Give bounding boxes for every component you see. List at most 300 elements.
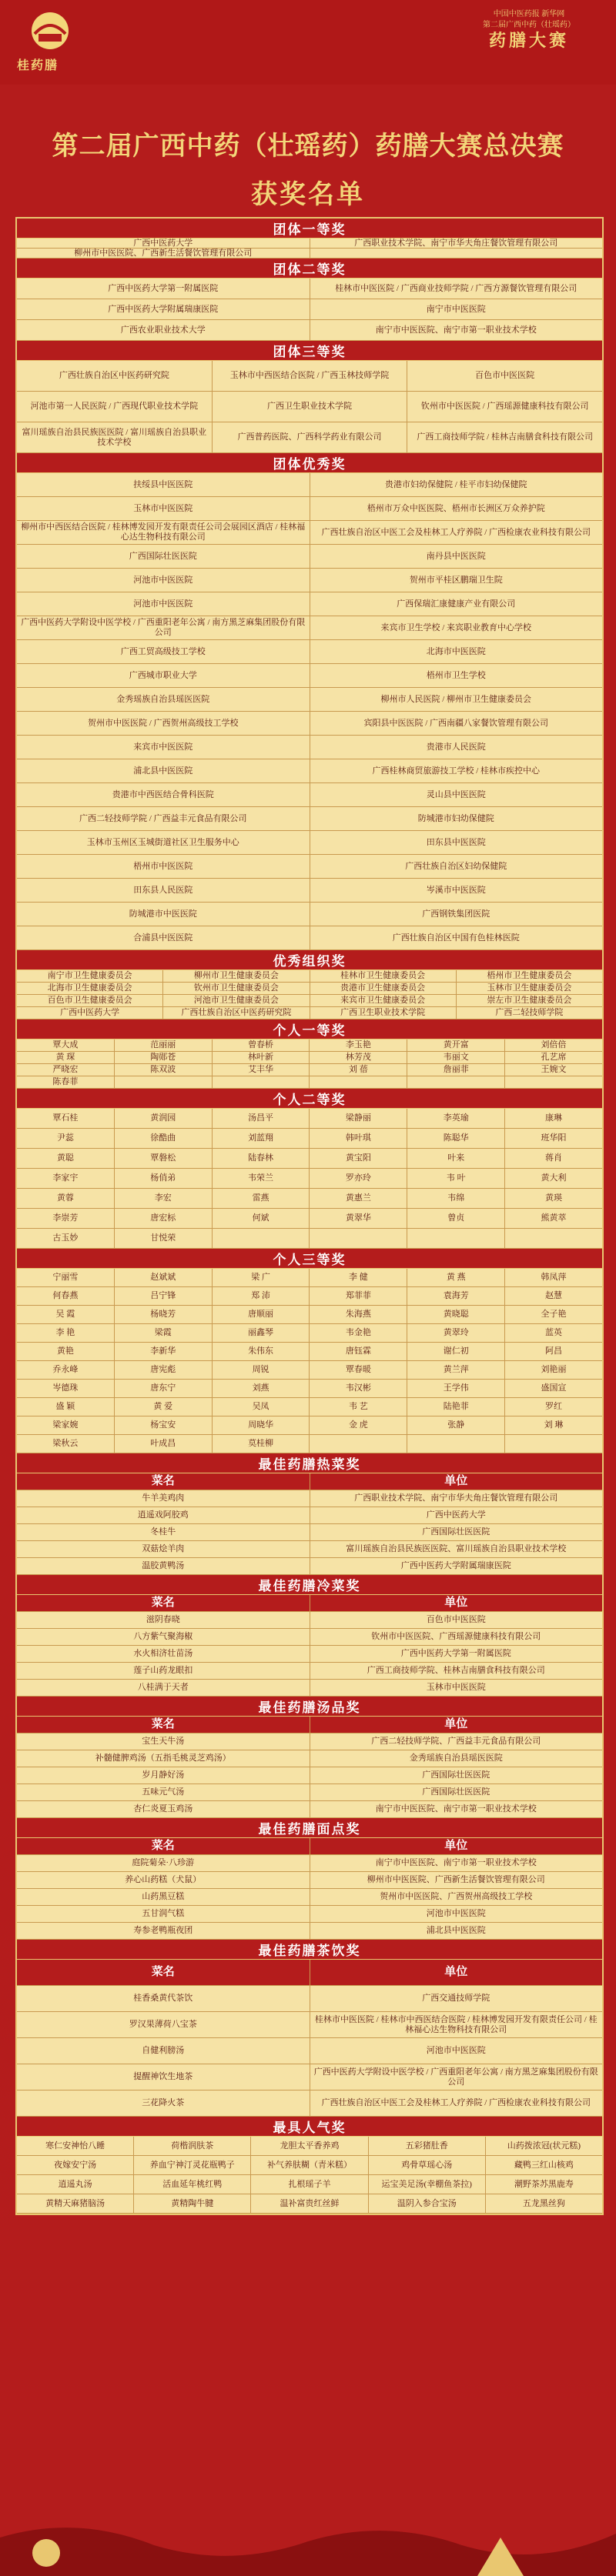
table-row — [17, 1612, 602, 1629]
award-section — [17, 453, 602, 950]
table-row — [17, 2064, 602, 2090]
award-cell: 南宁市卫生健康委员会 — [17, 970, 163, 982]
award-cell: 钦州市卫生健康委员会 — [163, 983, 310, 994]
award-cell: 何斌 — [213, 1209, 310, 1228]
award-cell: 韦汉彬 — [310, 1380, 407, 1397]
award-cell: 广西壮族自治区妇幼保健院 — [405, 861, 507, 871]
award-cell: 五龙黑丝狗 — [522, 2198, 565, 2208]
award-cell: 防城港市中医医院 — [17, 903, 310, 926]
award-cell — [310, 1435, 407, 1453]
column-header: 菜名 — [17, 1473, 310, 1490]
award-cell: 桂林市中医医院 / 广西商业技师学院 / 广西方源餐饮管理有限公司 — [335, 283, 578, 293]
table-row — [17, 1541, 602, 1558]
award-cell: 刘倍倍 — [541, 1040, 567, 1049]
award-cell: 河池市中医医院 — [426, 2046, 486, 2055]
award-cell: 龙胆太平香养鸡 — [251, 2137, 368, 2155]
award-cell: 黄艳 — [17, 1343, 115, 1360]
award-section — [17, 1453, 602, 1575]
award-cell — [407, 1435, 505, 1453]
column-header: 单位 — [310, 1960, 603, 1985]
column-header: 菜名 — [17, 1960, 310, 1985]
award-cell — [407, 1229, 505, 1248]
award-cell: 古玉妙 — [17, 1229, 115, 1248]
award-section — [17, 2117, 602, 2214]
table-row — [17, 1733, 602, 1750]
award-cell: 全子艳 — [541, 1310, 567, 1319]
table-row — [17, 1209, 602, 1229]
award-cell: 广西中医药大学附设中医学校 / 广西重阳老年公寓 / 南方黑芝麻集团股份有限公司 — [313, 2067, 598, 2087]
award-cell: 桂林市中医医院 / 桂林市中西医结合医院 / 桂林博发园开发有限责任公司 / 桂林福心达生物科技有限公司 — [314, 2014, 598, 2034]
award-cell: 雷燕 — [213, 1189, 310, 1208]
award-cell: 百色市卫生健康委员会 — [17, 995, 163, 1006]
table-row — [17, 1923, 602, 1940]
table-row — [17, 1855, 602, 1872]
award-cell: 梁家婉 — [17, 1416, 115, 1434]
award-cell: 赵斌斌 — [115, 1269, 213, 1286]
award-cell: 五彩猪肚香 — [369, 2137, 486, 2155]
award-cell: 莲子山药龙眼扣 — [17, 1663, 310, 1679]
award-cell: 郑菲菲 — [310, 1287, 407, 1305]
section-title: 最具人气奖 — [17, 2117, 602, 2137]
award-cell: 李崇芳 — [17, 1209, 115, 1228]
award-cell: 谢仁初 — [407, 1343, 505, 1360]
award-cell: 河池市卫生健康委员会 — [163, 995, 310, 1006]
award-cell: 玉林市卫生健康委员会 — [487, 983, 572, 993]
award-cell: 广西交通技师学院 — [422, 1994, 490, 2003]
award-cell: 王婉文 — [541, 1065, 567, 1074]
table-row — [17, 879, 602, 903]
award-cell: 严晓宏 — [17, 1064, 115, 1076]
award-cell: 熊黄萃 — [541, 1213, 567, 1223]
award-cell: 叶来 — [407, 1149, 505, 1168]
award-cell: 岑德珠 — [17, 1380, 115, 1397]
award-cell: 山药拨浓冠(状元糕) — [507, 2141, 581, 2151]
award-cell: 吕宁锋 — [115, 1287, 213, 1305]
table-row — [17, 2012, 602, 2038]
table-row — [17, 970, 602, 983]
award-cell: 刘艳丽 — [541, 1365, 567, 1374]
table-row — [17, 1324, 602, 1343]
table-row — [17, 1189, 602, 1209]
award-cell: 广西工商技师学院 / 桂林吉南膳食科技有限公司 — [417, 432, 593, 442]
award-cell: 梧州市卫生健康委员会 — [487, 971, 572, 980]
award-cell: 广西中医药大学 — [17, 239, 310, 248]
table-row — [17, 1361, 602, 1380]
award-cell: 贵港市卫生健康委员会 — [310, 983, 457, 994]
award-cell: 唐东宁 — [115, 1380, 213, 1397]
award-cell: 防城港市妇幼保健院 — [417, 813, 494, 823]
award-cell: 袁海芳 — [407, 1287, 505, 1305]
table-row — [17, 664, 602, 688]
award-cell: 富川瑶族自治县民族医医院 / 富川瑶族自治县职业技术学校 — [17, 422, 213, 452]
award-section — [17, 219, 602, 259]
award-cell: 刘蓝翔 — [213, 1129, 310, 1148]
award-section — [17, 1089, 602, 1249]
award-cell: 阿昌 — [545, 1346, 563, 1356]
award-cell: 宁丽雪 — [17, 1269, 115, 1286]
table-row — [17, 1052, 602, 1064]
award-cell: 覃大成 — [17, 1039, 115, 1051]
logo-text: 桂药膳 — [17, 59, 59, 72]
table-row — [17, 1435, 602, 1453]
award-cell: 杨俏弟 — [115, 1169, 213, 1188]
award-cell: 朱伟东 — [213, 1343, 310, 1360]
award-cell: 广西钢铁集团医院 — [422, 909, 490, 919]
award-cell: 宝生天牛汤 — [17, 1733, 310, 1750]
award-section — [17, 1575, 602, 1697]
award-cell: 李玉艳 — [310, 1039, 407, 1051]
table-row — [17, 2156, 602, 2175]
award-cell: 广西中医药大学附属瑞康医院 — [400, 1561, 511, 1570]
table-header-row — [17, 1717, 602, 1733]
award-cell: 汤昌平 — [213, 1109, 310, 1128]
award-cell: 河池市中医医院 — [426, 1909, 486, 1918]
award-cell: 梁秋云 — [17, 1435, 115, 1453]
column-header: 单位 — [310, 1717, 603, 1733]
award-cell: 黄聪 — [17, 1149, 115, 1168]
award-cell: 寿参老鸭瓶夜团 — [17, 1923, 310, 1939]
award-cell: 何春燕 — [17, 1287, 115, 1305]
award-cell: 梁霞 — [115, 1324, 213, 1342]
table-row — [17, 1889, 602, 1906]
award-cell: 扶绥县中医医院 — [17, 473, 310, 496]
table-row — [17, 783, 602, 807]
table-row — [17, 592, 602, 616]
award-cell: 黄精天麻猪脑汤 — [17, 2194, 134, 2213]
award-cell: 合浦县中医医院 — [17, 926, 310, 949]
award-cell: 自健利膀汤 — [17, 2038, 310, 2064]
section-title: 最佳药膳面点奖 — [17, 1818, 602, 1838]
award-cell: 鸡骨草瑶心汤 — [369, 2156, 486, 2174]
award-cell: 来宾市中医医院 — [17, 736, 310, 759]
table-row — [17, 1076, 602, 1089]
table-row — [17, 759, 602, 783]
award-cell: 广西二轻技师学院 / 广西益丰元食品有限公司 — [17, 807, 310, 830]
column-header: 菜名 — [17, 1717, 310, 1733]
section-title: 团体一等奖 — [17, 219, 602, 239]
award-cell: 刘 琳 — [544, 1420, 564, 1430]
table-row — [17, 736, 602, 759]
award-cell: 浦北县中医医院 — [426, 1926, 486, 1935]
award-cell: 广西壮族自治区中医工会及桂林工人疗养院 / 广西检康农业科技有限公司 — [321, 527, 591, 537]
award-cell: 玉林市中医医院 — [17, 497, 310, 520]
table-row — [17, 1269, 602, 1287]
award-cell: 李家宇 — [17, 1169, 115, 1188]
award-cell: 罗红 — [545, 1402, 563, 1411]
award-cell: 河池市第一人民医院 / 广西现代职业技术学院 — [17, 392, 213, 422]
event-badge — [464, 9, 594, 50]
award-cell: 莫桂柳 — [213, 1435, 310, 1453]
award-cell: 南宁市中医医院 — [426, 304, 486, 314]
award-cell: 桂林市卫生健康委员会 — [310, 970, 457, 982]
award-cell: 寒仁安神怡八睡 — [17, 2137, 134, 2155]
award-cell: 广西职业技术学院、南宁市华夫角庄餐饮管理有限公司 — [354, 1493, 558, 1503]
award-cell: 曾贞 — [407, 1209, 505, 1228]
award-cell: 黄瑛 — [545, 1193, 563, 1203]
award-cell: 南宁市中医医院、南宁市第一职业技术学校 — [375, 1858, 537, 1867]
award-cell: 广西壮族自治区中医工会及桂林工人疗养院 / 广西检康农业科技有限公司 — [321, 2098, 591, 2107]
award-cell: 灵山县中医医院 — [426, 789, 486, 799]
award-cell: 活血延年桃红鸭 — [134, 2175, 251, 2194]
award-cell — [310, 1229, 407, 1248]
table-row — [17, 903, 602, 926]
table-row — [17, 1490, 602, 1507]
table-row — [17, 2137, 602, 2156]
award-cell: 八桂满于天者 — [17, 1680, 310, 1696]
table-row — [17, 1507, 602, 1524]
award-cell: 陶郧苍 — [115, 1052, 213, 1063]
table-row — [17, 1801, 602, 1818]
award-cell: 来宾市卫生学校 / 来宾职业教育中心学校 — [380, 622, 532, 632]
award-cell: 贺州市中医医院 / 广西贺州高级技工学校 — [17, 712, 310, 735]
award-cell: 贵港市妇幼保健院 / 桂平市妇幼保健院 — [384, 479, 527, 489]
award-cell: 梁 广 — [213, 1269, 310, 1286]
award-cell: 田东县中医医院 — [426, 837, 486, 847]
award-cell: 崇左市卫生健康委员会 — [487, 996, 572, 1005]
award-cell: 吴 霞 — [17, 1306, 115, 1323]
award-cell: 康琳 — [545, 1113, 563, 1123]
award-cell: 李新华 — [115, 1343, 213, 1360]
award-cell: 潮野茶苏黑鹿寿 — [514, 2179, 574, 2189]
section-title: 最佳药膳热菜奖 — [17, 1453, 602, 1473]
table-row — [17, 1287, 602, 1306]
award-cell: 黄宝阳 — [310, 1149, 407, 1168]
table-row — [17, 1663, 602, 1680]
award-cell: 唐顺丽 — [213, 1306, 310, 1323]
table-row — [17, 1129, 602, 1149]
award-cell: 牛羊美鸡肉 — [17, 1490, 310, 1507]
table-row — [17, 1680, 602, 1697]
award-cell: 广西壮族自治区中医药研究院 — [17, 361, 213, 391]
badge-line2: 第二届广西中药（壮瑶药） — [483, 21, 575, 29]
award-cell: 唐钰霖 — [310, 1343, 407, 1360]
award-cell: 黄翠玲 — [407, 1324, 505, 1342]
award-cell: 盛国宣 — [541, 1383, 567, 1393]
award-cell: 柳州市中医医院、广西新生活餐饮管理有限公司 — [367, 1875, 545, 1884]
award-cell: 蓝英 — [545, 1328, 563, 1337]
award-cell: 提醒神饮生地茶 — [17, 2064, 310, 2090]
award-cell: 南丹县中医医院 — [426, 551, 486, 561]
award-cell: 韦 叶 — [407, 1169, 505, 1188]
award-cell: 李英瑜 — [407, 1109, 505, 1128]
award-cell: 陆春林 — [213, 1149, 310, 1168]
page-title: 第二届广西中药（壮瑶药）药膳大赛总决赛 — [52, 132, 564, 161]
award-cell: 覃磐松 — [115, 1149, 213, 1168]
award-cell: 广西卫生职业技术学院 — [310, 1007, 457, 1019]
award-cell: 李 艳 — [17, 1324, 115, 1342]
section-title: 个人二等奖 — [17, 1089, 602, 1109]
award-cell: 广西二轻技师学院、广西益丰元食品有限公司 — [371, 1737, 541, 1746]
table-row — [17, 983, 602, 995]
award-cell: 柳州市人民医院 / 柳州市卫生健康委员会 — [380, 694, 532, 704]
award-cell: 温阴入参合宝汤 — [369, 2194, 486, 2213]
award-section — [17, 1697, 602, 1818]
award-cell: 山药黑豆糕 — [17, 1889, 310, 1905]
award-cell: 詹丽菲 — [407, 1064, 505, 1076]
award-cell: 逍遥戏阿胶鸡 — [17, 1507, 310, 1523]
award-cell: 叶成昌 — [115, 1435, 213, 1453]
award-cell: 五味元气汤 — [17, 1784, 310, 1800]
column-header: 菜名 — [17, 1838, 310, 1854]
award-cell: 玉林市玉州区玉城街道社区卫生服务中心 — [17, 831, 310, 854]
award-cell: 丽鑫琴 — [213, 1324, 310, 1342]
table-header-row — [17, 1838, 602, 1855]
table-row — [17, 1524, 602, 1541]
award-cell: 滋阴春晓 — [17, 1612, 310, 1628]
table-row — [17, 1149, 602, 1169]
award-cell: 桂香桑黄代茶饮 — [17, 1986, 310, 2011]
award-cell — [407, 1076, 505, 1088]
award-cell: 王学伟 — [407, 1380, 505, 1397]
award-cell: 贵港市中西医结合骨科医院 — [17, 783, 310, 806]
award-cell: 金秀瑶族自治县瑶医医院 — [409, 1753, 503, 1763]
award-cell: 柳州市中医医院、广西新生活餐饮管理有限公司 — [17, 249, 310, 258]
award-cell: 岑溪市中医医院 — [426, 885, 486, 895]
award-cell: 北海市中医医院 — [426, 646, 486, 656]
table-row — [17, 926, 602, 950]
award-cell: 班华阳 — [541, 1133, 567, 1143]
column-header: 单位 — [310, 1473, 603, 1490]
award-cell: 范丽丽 — [115, 1039, 213, 1051]
award-cell: 韦 艺 — [310, 1398, 407, 1416]
award-cell — [213, 1229, 310, 1248]
award-cell: 补髓健脾鸡汤（五指毛桃灵芝鸡汤） — [17, 1750, 310, 1767]
award-cell: 运宝美足汤(幸棚鱼茶拉) — [369, 2175, 486, 2194]
award-cell: 赵慧 — [545, 1291, 563, 1300]
award-cell: 黄 琛 — [17, 1052, 115, 1063]
footer-decoration — [0, 2507, 616, 2576]
award-cell: 温胶黄鸭汤 — [17, 1558, 310, 1574]
award-cell: 广西桂林商贸旅游技工学校 / 桂林市疾控中心 — [372, 766, 541, 776]
table-row — [17, 361, 602, 392]
table-row — [17, 712, 602, 736]
section-title: 团体优秀奖 — [17, 453, 602, 473]
award-cell: 广西工贸高级技工学校 — [17, 640, 310, 663]
table-row — [17, 1629, 602, 1646]
table-row — [17, 995, 602, 1007]
award-cell: 广西中医药大学附设中医学校 / 广西重阳老年公寓 / 南方黑芝麻集团股份有限公司 — [17, 616, 310, 639]
section-title: 最佳药膳茶饮奖 — [17, 1940, 602, 1960]
award-cell: 南宁市中医医院、南宁市第一职业技术学校 — [375, 325, 537, 335]
table-row — [17, 1007, 602, 1019]
award-cell: 广西中医药大学附属瑞康医院 — [17, 299, 310, 319]
table-header-row — [17, 1960, 602, 1986]
award-cell: 罗汉果薄荷八宝茶 — [17, 2012, 310, 2037]
table-row — [17, 1750, 602, 1767]
section-title: 最佳药膳冷菜奖 — [17, 1575, 602, 1595]
award-cell: 钦州市中医医院、广西瑶源健康科技有限公司 — [371, 1632, 541, 1641]
award-cell: 八方紫气聚海椒 — [17, 1629, 310, 1645]
table-row — [17, 1109, 602, 1129]
column-header: 单位 — [310, 1838, 603, 1854]
award-cell: 梧州市中医医院 — [17, 855, 310, 878]
award-cell: 黄兰萍 — [407, 1361, 505, 1379]
award-cell: 甘悦荣 — [115, 1229, 213, 1248]
award-cell: 覃春暖 — [310, 1361, 407, 1379]
table-row — [17, 1380, 602, 1398]
table-row — [17, 1872, 602, 1889]
table-row — [17, 2090, 602, 2117]
award-cell: 浦北县中医医院 — [17, 759, 310, 782]
award-cell: 广西国际壮医医院 — [17, 545, 310, 568]
award-section — [17, 1019, 602, 1089]
table-row — [17, 1558, 602, 1575]
award-cell: 逍遥丸汤 — [17, 2175, 134, 2194]
award-cell: 双菇烩羊肉 — [17, 1541, 310, 1557]
award-cell: 广西中医药大学 — [426, 1510, 486, 1520]
award-cell: 贺州市平桂区鹏瑞卫生院 — [409, 575, 503, 585]
section-title: 团体三等奖 — [17, 341, 602, 361]
award-cell: 广西中医药大学第一附属医院 — [400, 1649, 511, 1658]
award-cell: 河池市中医医院 — [17, 592, 310, 616]
page-subtitle: 获奖名单 — [251, 181, 365, 209]
table-row — [17, 1767, 602, 1784]
award-cell: 广西国际壮医医院 — [422, 1787, 490, 1797]
table-row — [17, 279, 602, 299]
award-cell: 藏鸭三红山核鸡 — [514, 2160, 574, 2170]
table-header-row — [17, 1473, 602, 1490]
award-cell: 尹蕊 — [17, 1129, 115, 1148]
table-row — [17, 1306, 602, 1324]
award-cell: 百色市中医医院 — [426, 1615, 486, 1624]
table-row — [17, 249, 602, 259]
award-cell: 吴凤 — [213, 1398, 310, 1416]
logo-icon — [23, 9, 77, 55]
award-cell: 富川瑶族自治县民族医医院、富川瑶族自治县职业技术学校 — [346, 1544, 567, 1553]
table-row — [17, 1039, 602, 1052]
award-cell: 周锐 — [213, 1361, 310, 1379]
award-cell: 蒋肖 — [545, 1153, 563, 1163]
award-cell: 覃石桂 — [17, 1109, 115, 1128]
badge-line1: 中国中医药报 新华网 — [493, 10, 565, 18]
table-row — [17, 640, 602, 664]
award-cell: 唐宏标 — [115, 1209, 213, 1228]
award-cell: 艾丰华 — [213, 1064, 310, 1076]
table-row — [17, 1343, 602, 1361]
table-row — [17, 2038, 602, 2064]
award-cell — [505, 1076, 602, 1088]
award-cell: 贵港市人民医院 — [426, 742, 486, 752]
section-title: 个人三等奖 — [17, 1249, 602, 1269]
award-cell — [213, 1076, 310, 1088]
table-row — [17, 422, 602, 453]
award-cell: 林叶新 — [213, 1052, 310, 1063]
award-cell: 梧州市卫生学校 — [426, 670, 486, 680]
award-cell: 温补富贵红丝鲜 — [251, 2194, 368, 2213]
award-cell: 玉林市中西医结合医院 / 广西玉林技师学院 — [213, 361, 408, 391]
header-banner — [0, 0, 616, 85]
award-cell — [505, 1229, 602, 1248]
table-row — [17, 807, 602, 831]
table-row — [17, 831, 602, 855]
award-cell: 盛 颖 — [17, 1398, 115, 1416]
award-cell: 陈双波 — [115, 1064, 213, 1076]
award-cell: 朱海燕 — [310, 1306, 407, 1323]
table-row — [17, 616, 602, 640]
award-cell: 夜嫁安宁汤 — [17, 2156, 134, 2174]
award-cell: 补气养肤糊（青米糕） — [251, 2156, 368, 2174]
award-cell: 郑 沛 — [213, 1287, 310, 1305]
award-cell: 北海市卫生健康委员会 — [17, 983, 163, 994]
award-board — [15, 217, 604, 2215]
table-row — [17, 1646, 602, 1663]
award-section — [17, 259, 602, 341]
table-row — [17, 497, 602, 521]
table-row — [17, 2175, 602, 2194]
award-section — [17, 950, 602, 1019]
table-row — [17, 392, 602, 422]
award-cell: 荷楷润肤茶 — [134, 2137, 251, 2155]
